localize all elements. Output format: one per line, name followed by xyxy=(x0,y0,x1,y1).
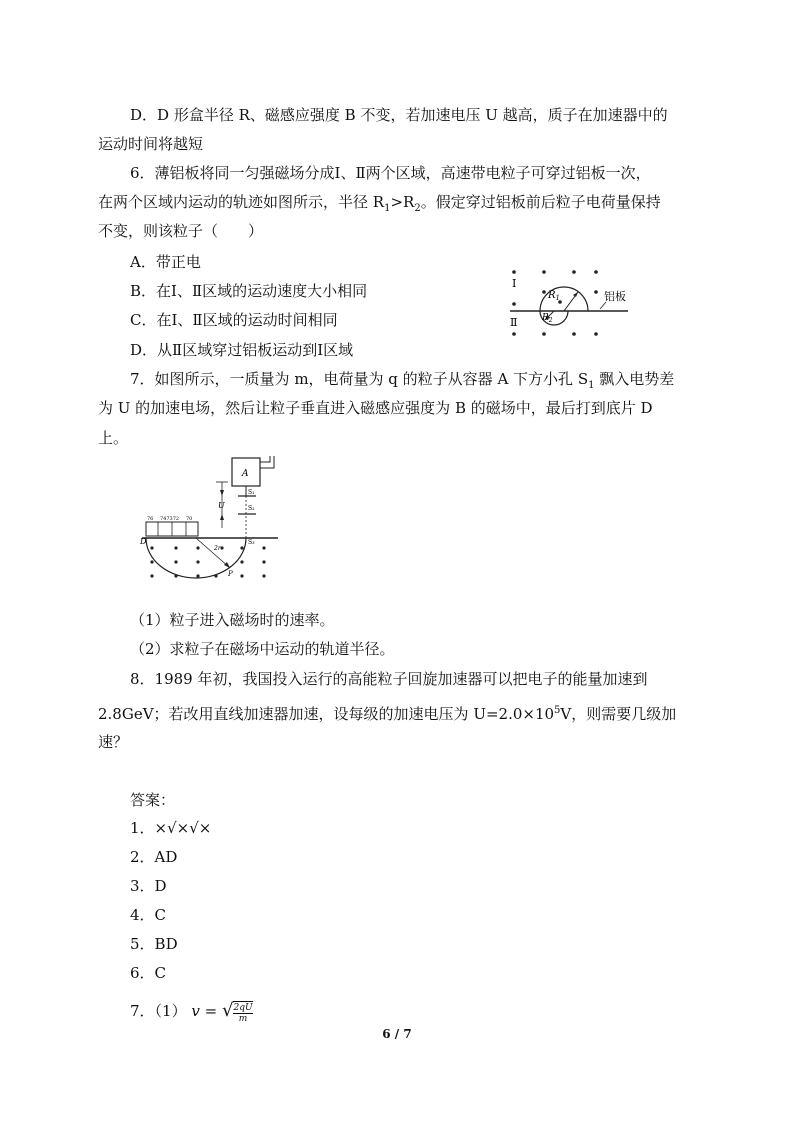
q7-label-s3: S₃ xyxy=(248,539,255,546)
q6-option-d: D．从Ⅱ区域穿过铝板运动到Ⅰ区域 xyxy=(130,341,354,359)
q6-option-c: C．在Ⅰ、Ⅱ区域的运动时间相同 xyxy=(130,311,338,329)
q7-label-2r: 2r xyxy=(214,545,221,552)
answer-5: 5．BD xyxy=(130,935,178,953)
answer-4: 4．C xyxy=(130,906,167,924)
q7-scale-label-3: 70 xyxy=(186,516,193,522)
answer-7-formula: v = √ $\frac{2qU}{m}$ xyxy=(191,1000,253,1024)
q7-label-d: D xyxy=(140,537,147,546)
q7-label-s1: S₁ xyxy=(248,489,255,496)
q6-label-plate: 铝板 xyxy=(604,290,626,303)
q6-label-r1: $R_1$ xyxy=(548,290,560,302)
q7-label-p: P xyxy=(228,570,233,578)
answer-7: 7．（1） v = √ $\frac{2qU}{m}$ xyxy=(130,1000,253,1024)
q6-option-a: A．带正电 xyxy=(130,253,201,271)
q7-label-a: A xyxy=(242,469,249,479)
q8-stem-line3: 速？ xyxy=(98,733,129,751)
q6-stem-line2: 在两个区域内运动的轨迹如图所示，半径 $R_1>R_2$。假定穿过铝板前后粒子电荷量保持 xyxy=(98,193,661,214)
q7-subquestion-1: （1）粒子进入磁场时的速率。 xyxy=(130,611,335,629)
answers-title: 答案： xyxy=(130,791,176,809)
q7-stem-line2: 为 U 的加速电场，然后让粒子垂直进入磁感应强度为 B 的磁场中，最后打到底片 D xyxy=(98,399,653,417)
q7-stem-line3: 上。 xyxy=(98,429,129,447)
q6-stem-line3: 不变，则该粒子（ ） xyxy=(98,222,264,240)
q5-option-d-line1: D．D 形盒半径 R、磁感应强度 B 不变，若加速电压 U 越高，质子在加速器中的 xyxy=(130,106,668,124)
q8-stem-line2: 2.8GeV；若改用直线加速器加速，设每级的加速电压为 $U=2.0\times 10^5V$，则需要几级加 xyxy=(98,705,677,723)
answer-1: 1．×√×√× xyxy=(130,819,212,837)
q6-figure xyxy=(500,262,650,346)
q7-scale-label-2: 747372 xyxy=(160,516,180,522)
answer-2: 2．AD xyxy=(130,848,178,866)
answer-3: 3．D xyxy=(130,877,167,895)
q7-stem-line1: 7．如图所示，一质量为 m，电荷量为 q 的粒子从容器 A 下方小孔 $S_1$ 飘入电势差 xyxy=(130,370,675,391)
q5-option-d-line2: 运动时间将越短 xyxy=(98,135,204,153)
answer-6: 6．C xyxy=(130,964,167,982)
q7-subquestion-2: （2）求粒子在磁场中运动的轨道半径。 xyxy=(130,640,395,658)
q6-label-region-2: Ⅱ xyxy=(510,316,518,329)
q6-stem-line1: 6．薄铝板将同一匀强磁场分成Ⅰ、Ⅱ两个区域，高速带电粒子可穿过铝板一次， xyxy=(130,164,651,182)
q7-label-s2: S₂ xyxy=(248,505,255,512)
q6-label-region-1: Ⅰ xyxy=(512,277,517,290)
q7-label-u: U xyxy=(218,501,225,510)
page-number: 6 / 7 xyxy=(382,1027,412,1041)
q8-stem-line1: 8．1989 年初，我国投入运行的高能粒子回旋加速器可以把电子的能量加速到 xyxy=(130,670,648,688)
q7-figure xyxy=(138,452,283,584)
q7-scale-label-1: 76 xyxy=(147,516,154,522)
q6-label-r2: $R_2$ xyxy=(542,313,553,324)
q6-option-b: B．在Ⅰ、Ⅱ区域的运动速度大小相同 xyxy=(130,282,368,300)
